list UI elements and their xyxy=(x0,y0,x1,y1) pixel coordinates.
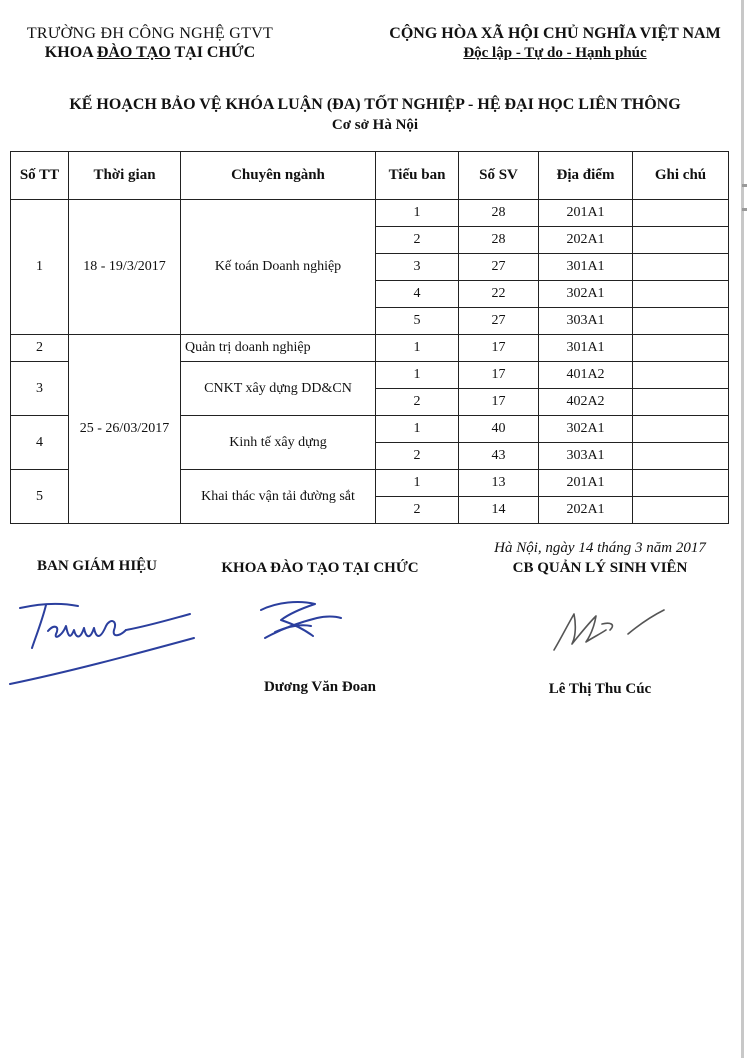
subcommittee-cell: 1 xyxy=(376,335,459,362)
time-cell: 18 - 19/3/2017 xyxy=(69,200,181,335)
department-name-part: ĐÀO TẠO xyxy=(96,44,171,61)
edge-mark xyxy=(742,208,747,211)
stt-cell: 2 xyxy=(11,335,69,362)
location-cell: 301A1 xyxy=(539,335,633,362)
department-signature xyxy=(255,598,345,648)
students-cell: 14 xyxy=(459,497,539,524)
header-time: Thời gian xyxy=(69,152,181,200)
note-cell xyxy=(633,443,729,470)
students-cell: 17 xyxy=(459,335,539,362)
note-cell xyxy=(633,497,729,524)
students-cell: 28 xyxy=(459,227,539,254)
note-cell xyxy=(633,335,729,362)
students-cell: 43 xyxy=(459,443,539,470)
issuer-header xyxy=(0,25,300,62)
subcommittee-cell: 3 xyxy=(376,254,459,281)
department-signer-name: Dương Văn Đoan xyxy=(263,679,377,695)
manager-signature xyxy=(540,600,670,660)
students-cell: 17 xyxy=(459,389,539,416)
major-cell: CNKT xây dựng DD&CN xyxy=(181,362,376,416)
subcommittee-cell: 4 xyxy=(376,281,459,308)
table-row xyxy=(11,335,729,362)
location-cell: 303A1 xyxy=(539,308,633,335)
note-cell xyxy=(633,389,729,416)
stt-cell: 5 xyxy=(11,470,69,524)
national-motto: Độc lập - Tự do - Hạnh phúc xyxy=(463,45,647,61)
major-cell: Quản trị doanh nghiệp xyxy=(181,335,376,362)
subcommittee-cell: 1 xyxy=(376,200,459,227)
major-cell: Kinh tế xây dựng xyxy=(181,416,376,470)
major-cell: Kế toán Doanh nghiệp xyxy=(181,200,376,335)
students-cell: 13 xyxy=(459,470,539,497)
department-name xyxy=(0,44,300,62)
students-cell: 28 xyxy=(459,200,539,227)
note-cell xyxy=(633,362,729,389)
page-edge xyxy=(741,0,744,1058)
students-cell: 17 xyxy=(459,362,539,389)
department-title: KHOA ĐÀO TẠO TẠI CHỨC xyxy=(221,560,419,576)
note-cell xyxy=(633,308,729,335)
table-header-row xyxy=(11,152,729,200)
school-name: TRƯỜNG ĐH CÔNG NGHỆ GTVT xyxy=(26,25,274,42)
note-cell xyxy=(633,281,729,308)
department-signature-block xyxy=(200,560,440,577)
note-cell xyxy=(633,254,729,281)
table-row xyxy=(11,200,729,227)
defense-schedule-table xyxy=(10,151,729,524)
location-cell: 302A1 xyxy=(539,416,633,443)
header-note: Ghi chú xyxy=(633,152,729,200)
major-cell: Khai thác vận tải đường sắt xyxy=(181,470,376,524)
subcommittee-cell: 1 xyxy=(376,362,459,389)
stt-cell: 1 xyxy=(11,200,69,335)
manager-signer-name: Lê Thị Thu Cúc xyxy=(548,681,652,697)
stt-cell: 4 xyxy=(11,416,69,470)
header-students: Số SV xyxy=(459,152,539,200)
location-cell: 303A1 xyxy=(539,443,633,470)
header-location: Địa điểm xyxy=(539,152,633,200)
students-cell: 27 xyxy=(459,254,539,281)
subcommittee-cell: 5 xyxy=(376,308,459,335)
national-header xyxy=(370,25,740,62)
document-subtitle: Cơ sở Hà Nội xyxy=(331,117,419,133)
header-subcommittee: Tiểu ban xyxy=(376,152,459,200)
header-stt: Số TT xyxy=(11,152,69,200)
subcommittee-cell: 1 xyxy=(376,470,459,497)
location-cell: 202A1 xyxy=(539,227,633,254)
location-cell: 201A1 xyxy=(539,470,633,497)
board-title: BAN GIÁM HIỆU xyxy=(36,558,157,574)
header-major: Chuyên ngành xyxy=(181,152,376,200)
students-cell: 27 xyxy=(459,308,539,335)
location-cell: 402A2 xyxy=(539,389,633,416)
subcommittee-cell: 2 xyxy=(376,497,459,524)
note-cell xyxy=(633,416,729,443)
stt-cell: 3 xyxy=(11,362,69,416)
document-title: KẾ HOẠCH BẢO VỆ KHÓA LUẬN (ĐA) TỐT NGHIỆP - HỆ ĐẠI HỌC LIÊN THÔNG xyxy=(69,96,681,113)
republic-name: CỘNG HÒA XÃ HỘI CHỦ NGHĨA VIỆT NAM xyxy=(389,25,721,42)
subcommittee-cell: 1 xyxy=(376,416,459,443)
location-cell: 201A1 xyxy=(539,200,633,227)
location-cell: 302A1 xyxy=(539,281,633,308)
board-signature xyxy=(8,596,208,691)
department-name-part: TẠI CHỨC xyxy=(170,44,256,61)
subcommittee-cell: 2 xyxy=(376,443,459,470)
note-cell xyxy=(633,200,729,227)
place-date: Hà Nội, ngày 14 tháng 3 năm 2017 xyxy=(494,540,706,556)
subcommittee-cell: 2 xyxy=(376,227,459,254)
location-cell: 202A1 xyxy=(539,497,633,524)
edge-mark xyxy=(742,184,747,187)
students-cell: 22 xyxy=(459,281,539,308)
note-cell xyxy=(633,470,729,497)
subcommittee-cell: 2 xyxy=(376,389,459,416)
manager-signature-block xyxy=(470,540,730,577)
note-cell xyxy=(633,227,729,254)
time-cell: 25 - 26/03/2017 xyxy=(69,335,181,524)
manager-title: CB QUẢN LÝ SINH VIÊN xyxy=(512,560,688,576)
location-cell: 401A2 xyxy=(539,362,633,389)
location-cell: 301A1 xyxy=(539,254,633,281)
department-name-part: KHOA xyxy=(44,44,97,61)
students-cell: 40 xyxy=(459,416,539,443)
board-signature-block xyxy=(22,558,172,575)
